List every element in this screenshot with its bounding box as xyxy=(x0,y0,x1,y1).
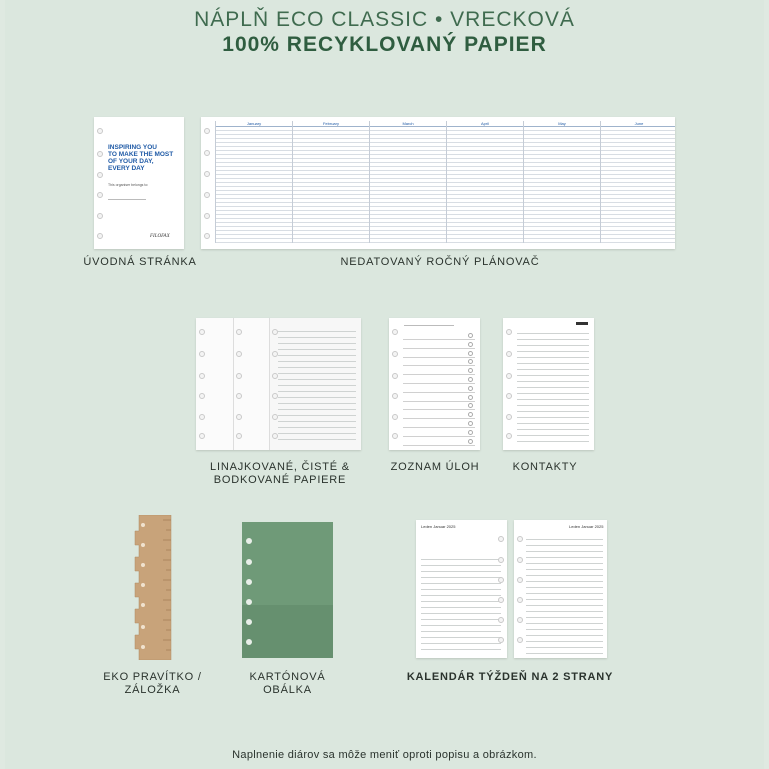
intro-label: ÚVODNÁ STRÁNKA xyxy=(83,256,197,268)
todo-row xyxy=(403,385,475,393)
todo-row xyxy=(403,411,475,419)
checkbox-circle-icon xyxy=(468,359,473,364)
planner-month-name: April xyxy=(447,121,523,127)
checkbox-circle-icon xyxy=(468,439,473,444)
todo-row xyxy=(403,350,475,358)
todo-row xyxy=(403,420,475,428)
planner-month-column xyxy=(292,121,369,243)
checkbox-circle-icon xyxy=(468,342,473,347)
planner-month-column xyxy=(523,121,600,243)
checkbox-circle-icon xyxy=(468,377,473,382)
checkbox-circle-icon xyxy=(468,395,473,400)
checkbox-circle-icon xyxy=(468,386,473,391)
checkbox-circle-icon xyxy=(468,333,473,338)
planner-month-name: March xyxy=(370,121,446,127)
intro-signature-line xyxy=(108,199,146,200)
todo-page-image xyxy=(389,318,480,450)
planner-month-name: May xyxy=(524,121,600,127)
planner-month-column xyxy=(369,121,446,243)
footer-note: Naplnenie diárov sa môže meniť oproti popisu a obrázkom. xyxy=(232,749,537,761)
contacts-label: KONTAKTY xyxy=(512,461,578,473)
week-right-page-image: Leden Januar 2025 xyxy=(514,520,607,658)
contacts-page-image xyxy=(503,318,594,450)
todo-row xyxy=(403,429,475,437)
todo-row xyxy=(403,358,475,366)
envelope-image xyxy=(242,522,333,658)
todo-row xyxy=(403,341,475,349)
intro-belongs-text: This organiser belongs to: xyxy=(108,183,149,187)
page-title: NÁPLŇ ECO CLASSIC • VRECKOVÁ xyxy=(194,8,575,31)
planner-month-column xyxy=(215,121,292,243)
week-label: KALENDÁR TÝŽDEŇ NA 2 STRANY xyxy=(406,671,614,683)
todo-row xyxy=(403,376,475,384)
filofax-logo: FILOFAX xyxy=(150,234,170,239)
ruler-label: EKO PRAVÍTKO / ZÁLOŽKA xyxy=(103,671,202,696)
year-planner-image xyxy=(201,117,675,249)
planner-month-column xyxy=(446,121,523,243)
intro-page-image xyxy=(94,117,184,249)
todo-row xyxy=(403,332,475,340)
checkbox-circle-icon xyxy=(468,403,473,408)
planner-label: NEDATOVANÝ ROČNÝ PLÁNOVAČ xyxy=(340,256,540,268)
todo-row xyxy=(403,367,475,375)
checkbox-circle-icon xyxy=(468,430,473,435)
checkbox-circle-icon xyxy=(468,412,473,417)
eco-ruler-image xyxy=(133,515,173,660)
checkbox-circle-icon xyxy=(468,368,473,373)
planner-month-name: February xyxy=(293,121,369,127)
envelope-label: KARTÓNOVÁ OBÁLKA xyxy=(249,671,326,696)
planner-month-name: January xyxy=(216,121,292,127)
checkbox-circle-icon xyxy=(468,421,473,426)
todo-row xyxy=(403,402,475,410)
planner-month-column xyxy=(600,121,675,243)
todo-label: ZOZNAM ÚLOH xyxy=(390,461,480,473)
week-left-page-image: Leden Januar 2025 xyxy=(416,520,507,658)
background-panel xyxy=(5,0,764,769)
checkbox-circle-icon xyxy=(468,351,473,356)
ruled-paper-image xyxy=(196,318,361,450)
ruled-label: LINAJKOVANÉ, ČISTÉ & BODKOVANÉ PAPIERE xyxy=(210,461,350,486)
intro-quote: INSPIRING YOU TO MAKE THE MOST OF YOUR DAY, EVERY DAY xyxy=(108,144,174,172)
page-subtitle: 100% RECYKLOVANÝ PAPIER xyxy=(222,33,547,56)
todo-row xyxy=(403,438,475,446)
planner-month-name: June xyxy=(601,121,675,127)
todo-row xyxy=(403,394,475,402)
